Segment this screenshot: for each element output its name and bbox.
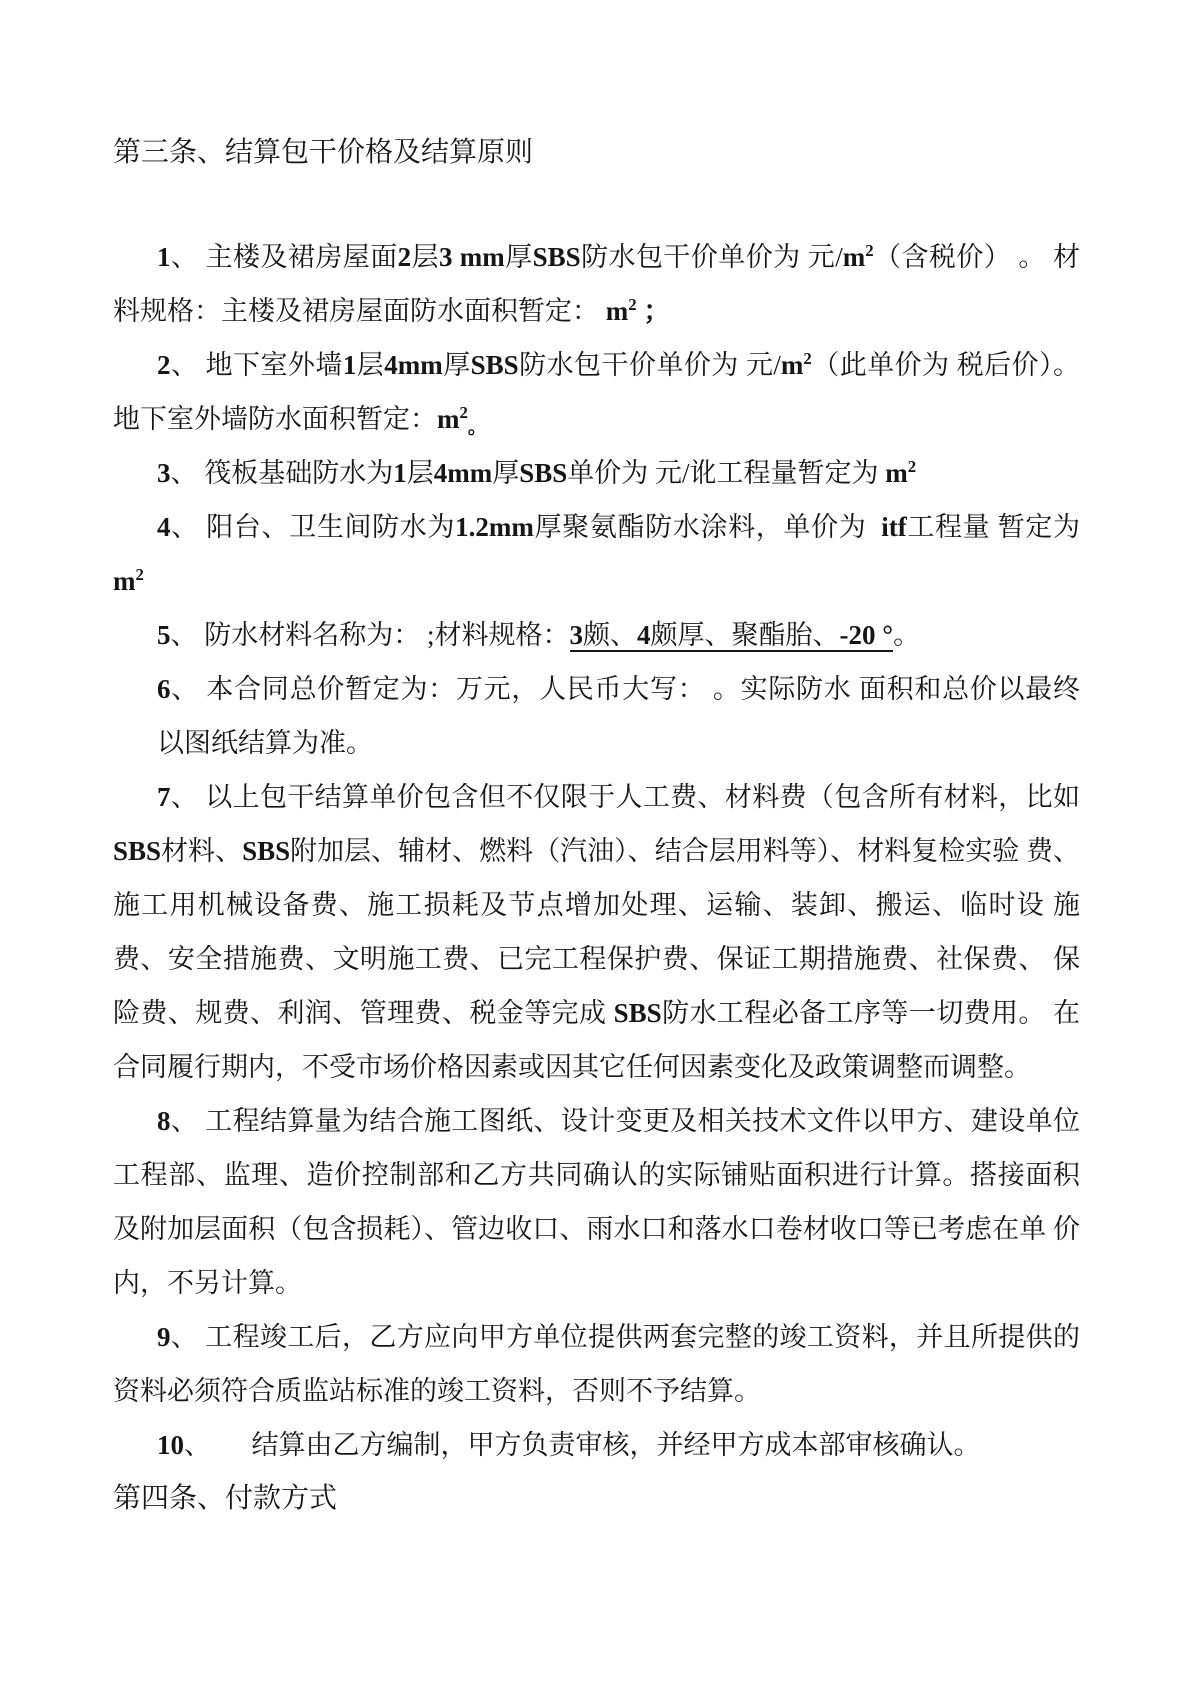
paragraph xyxy=(113,1310,1087,1418)
text-segment: SBS xyxy=(532,242,581,272)
text-segment: 10 xyxy=(157,1430,184,1460)
paragraph xyxy=(113,446,1080,500)
text-segment: 、 以上包干结算单价包含但不仅限于人工费、材料费（包含所有材料，比如 xyxy=(170,782,1087,812)
text-segment: m xyxy=(842,242,866,272)
text-segment: m xyxy=(113,566,136,596)
text-segment: SBS xyxy=(242,836,291,866)
underlined-text: 颇、 xyxy=(583,620,638,650)
text-segment: 2 xyxy=(397,242,412,272)
text-segment: 厚聚氨酯防水涂料，单价为 xyxy=(533,512,882,542)
text-segment: 层 xyxy=(406,458,434,488)
text-segment: 外墙防水面积暂定： xyxy=(194,404,437,434)
text-segment: （此单价为 税后价）。地下室 xyxy=(113,350,1081,434)
text-segment: 。 xyxy=(893,620,921,650)
next-section-title: 第四条、付款方式 xyxy=(113,1483,338,1514)
text-segment: 1.2mm xyxy=(455,512,534,542)
text-segment: 4 xyxy=(157,512,171,542)
paragraph xyxy=(113,230,1080,338)
text-segment: 3 xyxy=(157,458,171,488)
underlined-text: 4 xyxy=(637,620,651,650)
text-segment: 。 xyxy=(467,417,487,439)
paragraph xyxy=(113,770,1087,1094)
text-segment: m xyxy=(437,404,460,434)
text-segment: 附加层、辅材、燃料（汽油）、结合层用料等）、材料复检实验 费、施工用机械设备费、施工损耗及节点增加处理、运输、装卸、搬运、临时设 施费、安全措施费、文明施工费、已完工程保护费、保证工期措施费、社保费、 保险费、规费、利润、管理费、税金等完成 xyxy=(113,836,1081,1028)
text-segment: 工程量 xyxy=(906,512,998,542)
text-segment: 、 地下室外墙 xyxy=(170,350,343,380)
underlined-text: 3 xyxy=(569,620,584,650)
text-segment: 4mm xyxy=(384,350,443,380)
paragraph xyxy=(113,1094,1087,1310)
text-segment: 、 筏板基础防水为 xyxy=(170,458,394,488)
text-segment: 单价为 元/讹工程量暂定为 xyxy=(567,458,886,488)
section-title: 第三条、结算包干价格及结算原则 xyxy=(113,137,534,168)
underlined-text: -20 ° xyxy=(839,620,894,650)
text-segment: 5 xyxy=(157,620,171,650)
text-segment: 、 阳台、卫生间防水为 xyxy=(170,512,456,542)
text-segment: 厚 xyxy=(492,458,520,488)
text-segment: 2 xyxy=(459,403,468,422)
text-segment: SBS xyxy=(613,998,662,1028)
text-segment: 1 xyxy=(393,458,407,488)
document-body xyxy=(113,230,1087,1472)
text-segment: 厚 xyxy=(504,242,533,272)
text-segment: 暂定为 xyxy=(997,512,1087,542)
text-segment: SBS xyxy=(519,458,568,488)
paragraph xyxy=(113,500,1087,608)
text-segment: itf xyxy=(881,512,907,542)
text-segment: 6 xyxy=(157,674,171,704)
text-segment: SBS xyxy=(470,350,519,380)
paragraph xyxy=(113,338,1080,446)
paragraph xyxy=(113,662,1080,770)
text-segment: m xyxy=(605,296,629,326)
text-segment: 、 工程竣工后，乙方应向甲方单位提供两套完整的竣工资料，并且所提供的 资料必须符合质监站标准的竣工资料，否则不予结算。 xyxy=(113,1322,1087,1406)
text-segment: 防水包干价单价为 元/ xyxy=(580,242,843,272)
text-segment: 9 xyxy=(157,1322,171,1352)
text-segment: 、 主楼及裙房屋面 xyxy=(170,242,398,272)
underlined-text: 颇厚、聚酯胎、 xyxy=(650,620,840,650)
paragraph xyxy=(113,1418,1080,1472)
text-segment: 层 xyxy=(411,242,440,272)
text-segment: 厚 xyxy=(442,350,471,380)
text-segment: 2 xyxy=(628,295,637,314)
text-segment: ； xyxy=(636,296,671,326)
text-segment: 1 xyxy=(157,242,171,272)
text-segment: 2 xyxy=(865,241,874,260)
text-segment: 防水工程必备工序等一切费用。 在合同履行期内，不受市场价格因素或因其它任何因素变化及政策调整而调整。 xyxy=(113,998,1081,1082)
text-segment: 、 结算由乙方编制，甲方负责审核，并经甲方成本部审核确认。 xyxy=(184,1430,981,1460)
text-segment: 、 本合同总价暂定为：万元，人民币大写： 。实际防水 面积和总价以最终以图纸结算为准。 xyxy=(157,674,1080,758)
text-segment: 2 xyxy=(157,350,171,380)
text-segment: 4mm xyxy=(433,458,493,488)
text-segment: 2 xyxy=(135,565,144,584)
text-segment: m xyxy=(780,350,804,380)
text-segment: 、 防水材料名称为： ;材料规格： xyxy=(170,620,570,650)
text-segment: 、 工程结算量为结合施工图纸、设计变更及相关技术文件以甲方、建设单位 工程部、监理、造价控制部和乙方共同确认的实际铺贴面积进行计算。搭接面积 及附加层面积（包含损耗）、管边收口、雨水口和落水口卷材收口等已考虑在单 价内，不另计算。 xyxy=(113,1106,1087,1298)
text-segment: 材料、 xyxy=(161,836,243,866)
text-segment: （含税价） 。 材料规格：主楼及裙房屋面防水面积暂定： xyxy=(113,242,1081,326)
text-segment: 3 mm xyxy=(439,242,505,272)
text-segment: 层 xyxy=(356,350,385,380)
text-segment: 7 xyxy=(157,782,171,812)
paragraph xyxy=(113,608,1080,662)
text-segment: 8 xyxy=(157,1106,171,1136)
text-segment: 1 xyxy=(342,350,357,380)
text-segment: SBS xyxy=(113,836,162,866)
text-segment: 2 xyxy=(907,457,917,476)
text-segment: m xyxy=(885,458,908,488)
text-segment: 2 xyxy=(803,349,812,368)
text-segment: 防水包干价单价为 元/ xyxy=(518,350,781,380)
